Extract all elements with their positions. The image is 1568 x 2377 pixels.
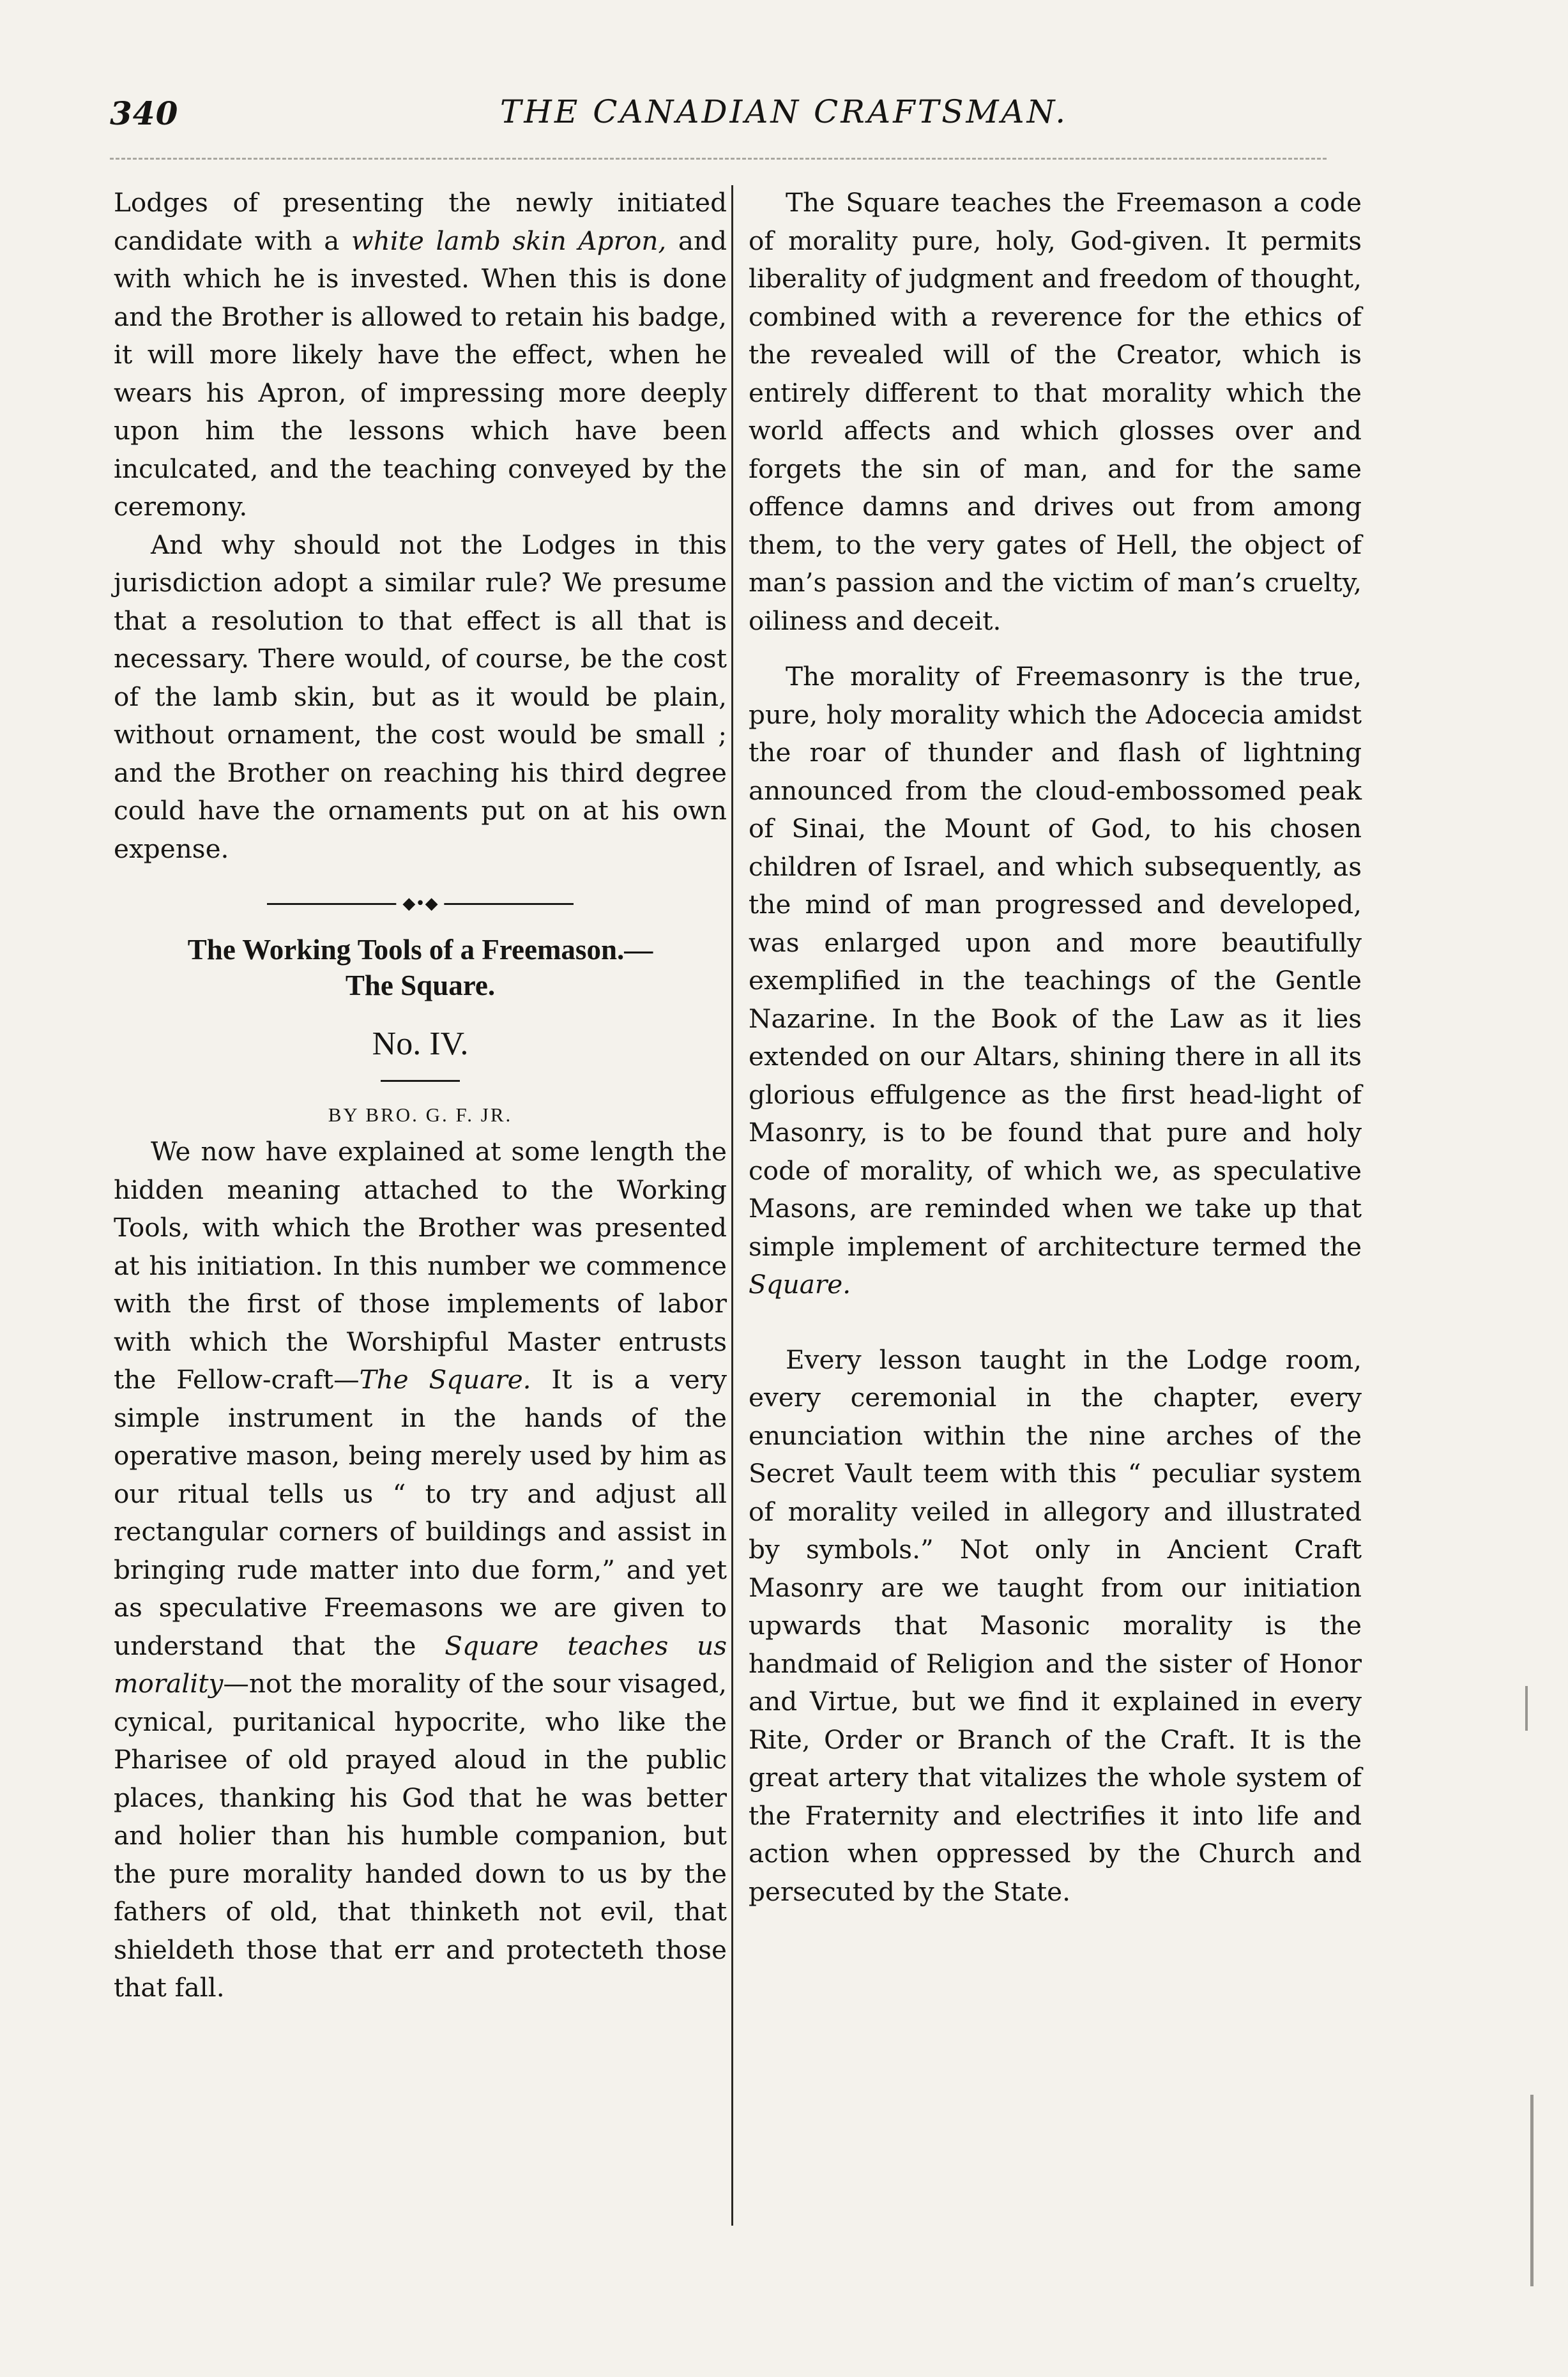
paragraph-text: The morality of Freemasonry is the true, pure, holy morality which the Adocecia amidst the roar of thunder and flash of lightning announced from the cloud-embossomed peak of Sinai, the Mount of God, to his chosen children of Israel, and which subsequently, as the mind of man progressed and developed, was enlarged upon and more beautifully exemplified in the teachings of the Gentle Nazarine. In the Book of the Law as it lies extended on our Altars, shining there in all its glorious effulgence as the first head-light of Masonry, is to be found that pure and holy code of morality, of which we, as speculative Masons, are reminded when we take up that simple implement of architecture termed the — [749, 661, 1362, 1262]
italic-phrase: Square. — [749, 1269, 851, 1300]
paragraph-jurisdiction: And why should not the Lodges in this jurisdiction adopt a similar rule? We presume that a resolution to that effect is all that is necessary. There would, of course, be the cost of the lamb skin, but as it would be plain, without ornament, the cost would be small ; and the Brother on reaching his third degree could have the ornaments put on at his own expense. — [114, 529, 727, 864]
article-number: No. IV. — [372, 1026, 469, 1062]
scan-edge-mark — [1530, 2095, 1534, 2286]
ornament-glyph: ◆•◆ — [396, 897, 444, 910]
italic-phrase: Square teaches us morality — [114, 1630, 727, 1699]
byline: BY BRO. G. F. JR. — [328, 1104, 513, 1126]
italic-phrase: The Square. — [359, 1364, 531, 1395]
paragraph-text: It is a very simple instrument in the hands of the operative mason, being merely used by him as our ritual tells us “ to try and adjust all rectangular corners of buildings and assist in bringing rude matter into due form,” and yet as speculative Freemasons we are given to understand that the — [114, 1364, 727, 1661]
paragraph-apron — [114, 184, 727, 526]
paragraph-morality — [749, 658, 1362, 1304]
article-heading — [114, 932, 727, 1003]
left-column — [114, 184, 727, 2007]
paragraph-text: Lodges of presenting the newly initiated candidate with a — [114, 187, 727, 256]
paragraph-text: —not the morality of the sour visaged, cynical, puritanical hypocrite, who like the Pharisee of old prayed aloud in the public places, thanking his God that he was better and holier than his humble companion, but the pure morality handed down to us by the fathers of old, that thinketh not evil, that shieldeth those that err and protecteth those that fall. — [114, 1668, 727, 2003]
running-title: THE CANADIAN CRAFTSMAN. — [499, 93, 1069, 130]
paragraph-text: and with which he is invested. When this is done and the Brother is allowed to retain his badge, it will more likely have the effect, when he wears his Apron, of impressing more deeply upon him the lessons which have been inculcated, and the teaching conveyed by the ceremony. — [114, 225, 727, 522]
page-number: 340 — [110, 95, 179, 132]
short-rule — [381, 1080, 460, 1082]
paragraph-every-lesson: Every lesson taught in the Lodge room, every ceremonial in the chapter, every enunciation within the nine arches of the Secret Vault teem with this “ peculiar system of morality veiled in allegory and illustrated by symbols.” Not only in Ancient Craft Masonry are we taught from our initiation upwards that Masonic morality is the handmaid of Religion and the sister of Honor and Virtue, but we find it explained in every Rite, Order or Branch of the Craft. It is the great artery that vitalizes the whole system of the Fraternity and electrifies it into life and action when oppressed by the Church and persecuted by the State. — [749, 1344, 1362, 1907]
paragraph-working-tools — [114, 1133, 727, 2007]
right-column — [749, 184, 1362, 1911]
article-heading-line: The Working Tools of a Freemason.— — [187, 934, 653, 966]
italic-phrase: white lamb skin Apron, — [351, 225, 667, 256]
header-rule — [110, 158, 1327, 160]
ornament-divider — [267, 894, 574, 913]
article-heading-line: The Square. — [345, 969, 496, 1001]
paragraph-square-teaches: The Square teaches the Freemason a code of morality pure, holy, God-given. It permits liberality of judgment and freedom of thought, combined with a reverence for the ethics of the revealed will of the Creator, which is entirely different to that morality which the world affects and which glosses over and forgets the sin of man, and for the same offence damns and drives out from among them, to the very gates of Hell, the object of man’s passion and the victim of man’s cruelty, oiliness and deceit. — [749, 187, 1362, 636]
column-divider — [731, 185, 733, 2226]
scan-edge-mark — [1525, 1686, 1528, 1731]
paragraph-text: We now have explained at some length the hidden meaning attached to the Working Tools, with which the Brother was presented at his initiation. In this number we commence with the first of those implements of labor with which the Worshipful Master entrusts the Fellow-craft— — [114, 1136, 727, 1395]
